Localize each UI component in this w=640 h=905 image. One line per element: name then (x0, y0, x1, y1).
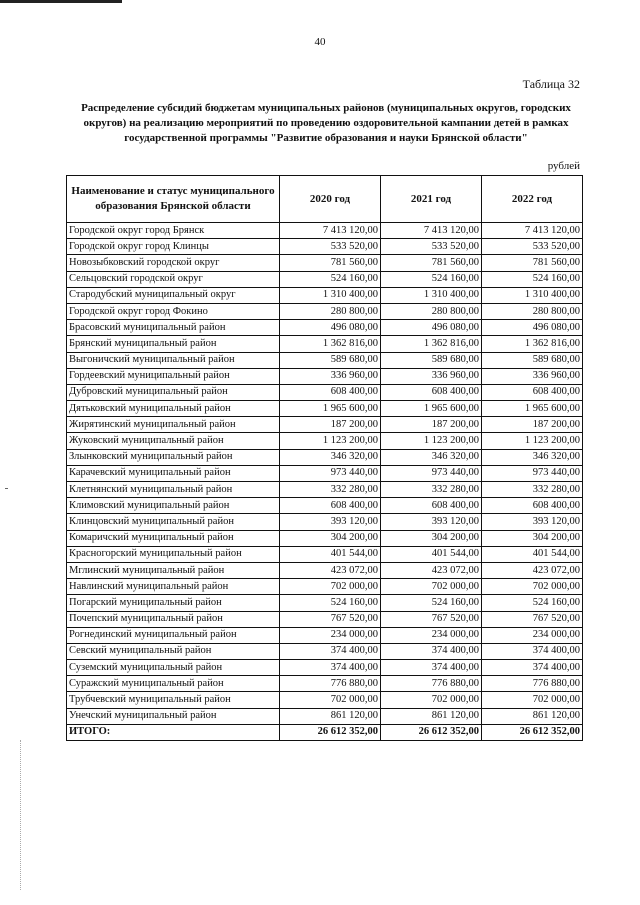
table-row (67, 611, 583, 627)
cell-name: Гордеевский муниципальный район (67, 368, 280, 384)
table-row (67, 239, 583, 255)
cell-value-2020: 1 310 400,00 (280, 287, 381, 303)
cell-value-2021: 401 544,00 (381, 546, 482, 562)
cell-value-2020: 187 200,00 (280, 417, 381, 433)
cell-value-2022: 234 000,00 (482, 627, 583, 643)
cell-value-2022: 608 400,00 (482, 498, 583, 514)
cell-name: Клинцовский муниципальный район (67, 514, 280, 530)
cell-name: Климовский муниципальный район (67, 498, 280, 514)
table-row (67, 579, 583, 595)
cell-value-2022: 973 440,00 (482, 465, 583, 481)
table-row (67, 562, 583, 578)
cell-value-2020: 401 544,00 (280, 546, 381, 562)
cell-value-2020: 781 560,00 (280, 255, 381, 271)
cell-value-2021: 1 123 200,00 (381, 433, 482, 449)
cell-value-2022: 401 544,00 (482, 546, 583, 562)
cell-name: Суземский муниципальный район (67, 660, 280, 676)
cell-value-2022: 1 362 816,00 (482, 336, 583, 352)
cell-value-2021: 767 520,00 (381, 611, 482, 627)
cell-value-2021: 187 200,00 (381, 417, 482, 433)
cell-name: Жирятинский муниципальный район (67, 417, 280, 433)
cell-value-2022: 374 400,00 (482, 660, 583, 676)
table-row (67, 320, 583, 336)
cell-value-2022: 336 960,00 (482, 368, 583, 384)
table-row (67, 336, 583, 352)
page-number: 40 (314, 36, 326, 48)
cell-name: Городской округ город Брянск (67, 223, 280, 239)
cell-value-2020: 533 520,00 (280, 239, 381, 255)
cell-value-2020: 304 200,00 (280, 530, 381, 546)
table-body (67, 223, 583, 725)
cell-name: Погарский муниципальный район (67, 595, 280, 611)
cell-value-2021: 280 800,00 (381, 303, 482, 319)
header-2022: 2022 год (482, 176, 583, 223)
cell-value-2020: 234 000,00 (280, 627, 381, 643)
cell-value-2020: 7 413 120,00 (280, 223, 381, 239)
cell-value-2022: 7 413 120,00 (482, 223, 583, 239)
cell-name: Дубровский муниципальный район (67, 384, 280, 400)
cell-value-2021: 1 965 600,00 (381, 401, 482, 417)
total-2021: 26 612 352,00 (381, 724, 482, 740)
cell-value-2022: 496 080,00 (482, 320, 583, 336)
cell-name: Дятьковский муниципальный район (67, 401, 280, 417)
cell-value-2022: 533 520,00 (482, 239, 583, 255)
cell-value-2020: 608 400,00 (280, 384, 381, 400)
cell-value-2021: 7 413 120,00 (381, 223, 482, 239)
cell-name: Городской округ город Клинцы (67, 239, 280, 255)
cell-value-2021: 1 310 400,00 (381, 287, 482, 303)
total-2020: 26 612 352,00 (280, 724, 381, 740)
table-row (67, 708, 583, 724)
cell-value-2020: 423 072,00 (280, 562, 381, 578)
cell-value-2021: 776 880,00 (381, 676, 482, 692)
total-row (67, 724, 583, 740)
cell-value-2020: 1 123 200,00 (280, 433, 381, 449)
table-row (67, 546, 583, 562)
cell-value-2021: 524 160,00 (381, 271, 482, 287)
cell-value-2020: 1 965 600,00 (280, 401, 381, 417)
table-row (67, 352, 583, 368)
cell-value-2021: 589 680,00 (381, 352, 482, 368)
table-row (67, 643, 583, 659)
cell-value-2022: 608 400,00 (482, 384, 583, 400)
cell-value-2020: 393 120,00 (280, 514, 381, 530)
cell-value-2020: 702 000,00 (280, 579, 381, 595)
cell-value-2020: 374 400,00 (280, 660, 381, 676)
table-row (67, 660, 583, 676)
cell-value-2021: 608 400,00 (381, 384, 482, 400)
cell-value-2022: 374 400,00 (482, 643, 583, 659)
cell-value-2021: 1 362 816,00 (381, 336, 482, 352)
table-row (67, 498, 583, 514)
cell-value-2022: 524 160,00 (482, 271, 583, 287)
cell-value-2021: 332 280,00 (381, 482, 482, 498)
cell-name: Выгоничский муниципальный район (67, 352, 280, 368)
cell-value-2020: 524 160,00 (280, 595, 381, 611)
cell-name: Сельцовский городской округ (67, 271, 280, 287)
cell-value-2021: 336 960,00 (381, 368, 482, 384)
margin-mark (5, 488, 8, 489)
table-row (67, 255, 583, 271)
units-label: рублей (547, 160, 580, 172)
document-title: Распределение субсидий бюджетам муниципальных районов (муниципальных округов, городских округов) на реализацию мероприятий по проведению оздоровительной кампании детей в рамках государственной программы "Развитие образования и науки Брянской области" (81, 102, 571, 144)
table-row (67, 433, 583, 449)
cell-value-2022: 702 000,00 (482, 692, 583, 708)
cell-value-2020: 374 400,00 (280, 643, 381, 659)
cell-name: Навлинский муниципальный район (67, 579, 280, 595)
table-row (67, 303, 583, 319)
cell-value-2021: 346 320,00 (381, 449, 482, 465)
cell-value-2021: 861 120,00 (381, 708, 482, 724)
total-label: ИТОГО: (67, 724, 280, 740)
cell-name: Клетнянский муниципальный район (67, 482, 280, 498)
table-row (67, 514, 583, 530)
table-row (67, 223, 583, 239)
cell-value-2021: 374 400,00 (381, 660, 482, 676)
cell-value-2022: 1 123 200,00 (482, 433, 583, 449)
header-2021: 2021 год (381, 176, 482, 223)
cell-value-2022: 280 800,00 (482, 303, 583, 319)
cell-value-2020: 608 400,00 (280, 498, 381, 514)
cell-value-2022: 1 965 600,00 (482, 401, 583, 417)
cell-value-2020: 702 000,00 (280, 692, 381, 708)
margin-dotted-line (20, 740, 22, 890)
cell-value-2022: 861 120,00 (482, 708, 583, 724)
cell-value-2020: 496 080,00 (280, 320, 381, 336)
cell-value-2020: 524 160,00 (280, 271, 381, 287)
table-row (67, 482, 583, 498)
table-row (67, 287, 583, 303)
cell-value-2022: 776 880,00 (482, 676, 583, 692)
cell-value-2022: 781 560,00 (482, 255, 583, 271)
cell-value-2021: 702 000,00 (381, 692, 482, 708)
cell-value-2020: 280 800,00 (280, 303, 381, 319)
table-row (67, 271, 583, 287)
cell-value-2020: 776 880,00 (280, 676, 381, 692)
cell-name: Злынковский муниципальный район (67, 449, 280, 465)
cell-value-2022: 524 160,00 (482, 595, 583, 611)
table-row (67, 384, 583, 400)
cell-name: Трубчевский муниципальный район (67, 692, 280, 708)
table-row (67, 368, 583, 384)
cell-name: Севский муниципальный район (67, 643, 280, 659)
cell-value-2022: 393 120,00 (482, 514, 583, 530)
cell-name: Брасовский муниципальный район (67, 320, 280, 336)
cell-value-2021: 524 160,00 (381, 595, 482, 611)
cell-value-2021: 423 072,00 (381, 562, 482, 578)
cell-name: Комаричский муниципальный район (67, 530, 280, 546)
total-2022: 26 612 352,00 (482, 724, 583, 740)
table-row (67, 530, 583, 546)
cell-value-2020: 332 280,00 (280, 482, 381, 498)
header-name: Наименование и статус муниципального образования Брянской области (67, 176, 280, 223)
table-row (67, 676, 583, 692)
cell-value-2021: 234 000,00 (381, 627, 482, 643)
cell-value-2022: 304 200,00 (482, 530, 583, 546)
cell-value-2020: 336 960,00 (280, 368, 381, 384)
cell-value-2022: 1 310 400,00 (482, 287, 583, 303)
cell-value-2020: 973 440,00 (280, 465, 381, 481)
table-row (67, 401, 583, 417)
cell-name: Унечский муниципальный район (67, 708, 280, 724)
cell-name: Жуковский муниципальный район (67, 433, 280, 449)
cell-name: Городской округ город Фокино (67, 303, 280, 319)
top-rule (0, 0, 122, 3)
cell-value-2022: 332 280,00 (482, 482, 583, 498)
cell-name: Брянский муниципальный район (67, 336, 280, 352)
table-row (67, 627, 583, 643)
cell-value-2022: 346 320,00 (482, 449, 583, 465)
cell-value-2022: 589 680,00 (482, 352, 583, 368)
cell-value-2021: 608 400,00 (381, 498, 482, 514)
cell-value-2020: 861 120,00 (280, 708, 381, 724)
cell-name: Карачевский муниципальный район (67, 465, 280, 481)
cell-name: Красногорский муниципальный район (67, 546, 280, 562)
cell-value-2020: 1 362 816,00 (280, 336, 381, 352)
cell-value-2021: 496 080,00 (381, 320, 482, 336)
cell-value-2020: 346 320,00 (280, 449, 381, 465)
cell-name: Новозыбковский городской округ (67, 255, 280, 271)
cell-value-2022: 702 000,00 (482, 579, 583, 595)
header-2020: 2020 год (280, 176, 381, 223)
table-row (67, 692, 583, 708)
table-row (67, 417, 583, 433)
cell-name: Мглинский муниципальный район (67, 562, 280, 578)
table-row (67, 465, 583, 481)
cell-value-2021: 781 560,00 (381, 255, 482, 271)
cell-value-2020: 589 680,00 (280, 352, 381, 368)
cell-value-2022: 767 520,00 (482, 611, 583, 627)
cell-value-2021: 393 120,00 (381, 514, 482, 530)
cell-value-2021: 304 200,00 (381, 530, 482, 546)
cell-name: Рогнединский муниципальный район (67, 627, 280, 643)
cell-value-2021: 702 000,00 (381, 579, 482, 595)
cell-value-2020: 767 520,00 (280, 611, 381, 627)
cell-value-2022: 423 072,00 (482, 562, 583, 578)
cell-value-2021: 374 400,00 (381, 643, 482, 659)
table-row (67, 595, 583, 611)
cell-value-2022: 187 200,00 (482, 417, 583, 433)
cell-value-2021: 973 440,00 (381, 465, 482, 481)
subsidy-table (66, 175, 583, 741)
table-header-row (67, 176, 583, 223)
table-row (67, 449, 583, 465)
cell-value-2021: 533 520,00 (381, 239, 482, 255)
cell-name: Стародубский муниципальный округ (67, 287, 280, 303)
cell-name: Почепский муниципальный район (67, 611, 280, 627)
table-caption: Таблица 32 (522, 77, 580, 91)
cell-name: Суражский муниципальный район (67, 676, 280, 692)
